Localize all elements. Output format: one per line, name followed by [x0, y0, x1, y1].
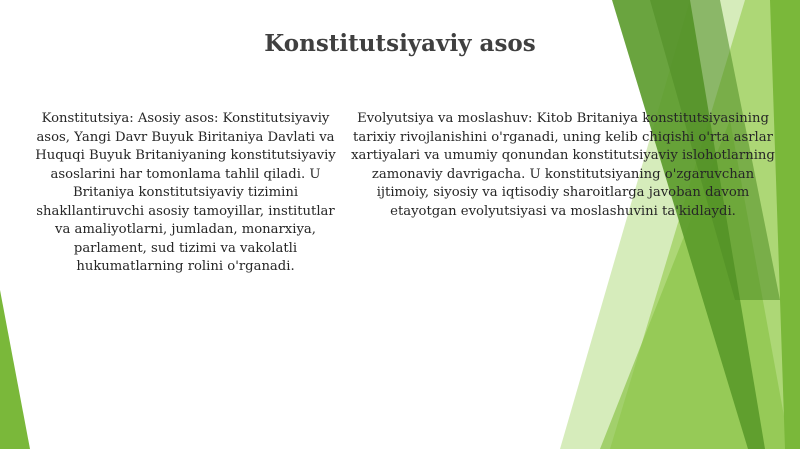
- right-text-block: Evolyutsiya va moslashuv: Kitob Britaniya konstitutsiyasining tarixiy rivojlanishini o'rganadi, uning kelib chiqishi o'rta asrlar xartiyalari va umumiy qonundan konstitutsiyaviy islohotlarning zamonaviy davrigacha. U konstitutsiyaning o'zgaruvchan ijtimoiy, siyosiy va iqtisodiy sharoitlarga javoban davom etayotgan evolyutsiyasi va moslashuvini ta'kidlaydi.: [351, 111, 775, 219]
- slide-title: Konstitutsiyaviy asos: [264, 30, 536, 57]
- left-green-stripe: [0, 290, 30, 449]
- left-text-block: Konstitutsiya: Asosiy asos: Konstitutsiyaviy asos, Yangi Davr Buyuk Biritaniya Davlati va Huquqi Buyuk Britaniyaning konstitutsiyaviy asoslarini har tomonlama tahlil qiladi. U Britaniya konstitutsiyaviy tizimini shakllantiruvchi asosiy tamoyillar, institutlar va amaliyotlarni, jumladan, monarxiya, parlament, sud tizimi va vakolatli hukumatlarning rolini o'rganadi.: [35, 111, 336, 274]
